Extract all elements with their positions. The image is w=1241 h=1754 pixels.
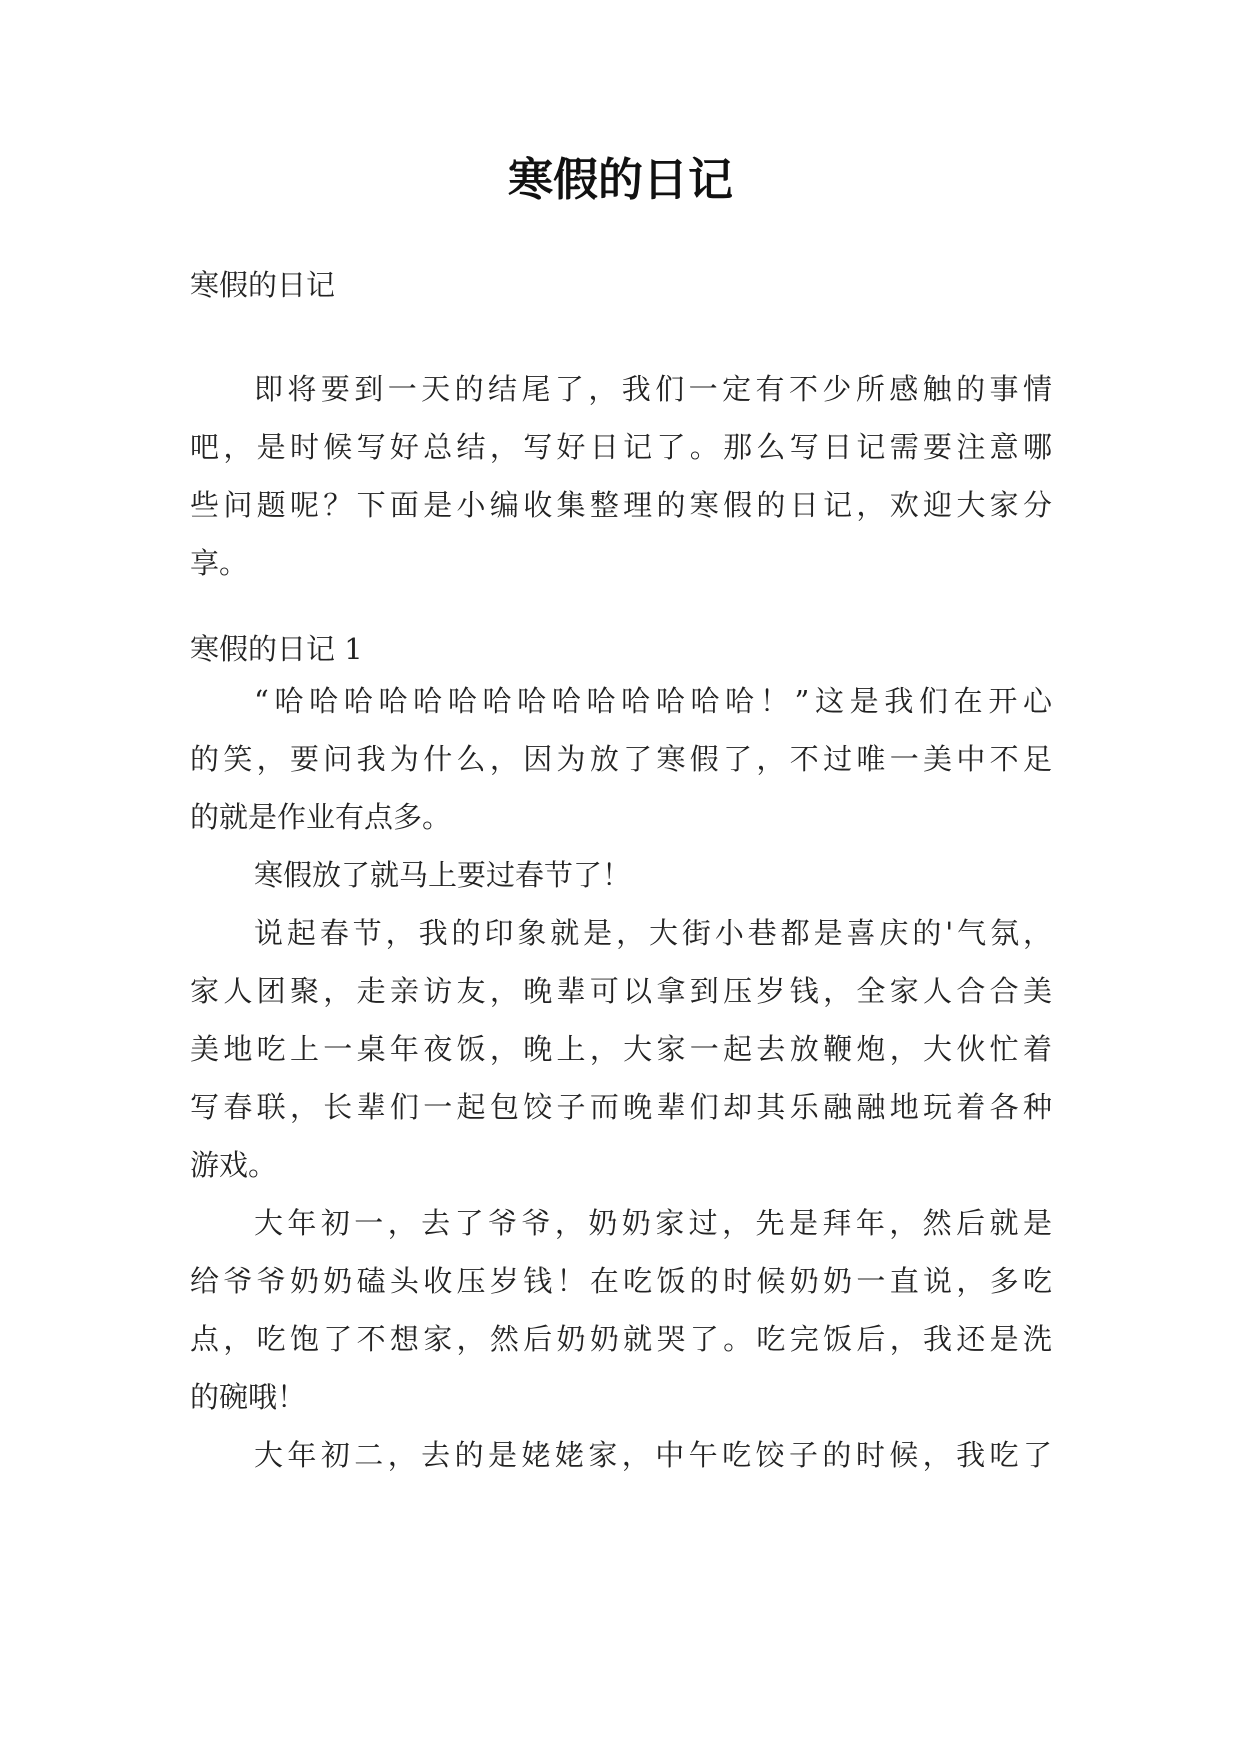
diary-body <box>190 672 1052 1484</box>
document-title: 寒假的日记 <box>507 153 733 206</box>
paragraph-1-line: “哈哈哈哈哈哈哈哈哈哈哈哈哈哈！”这是我们在开心 <box>254 684 1052 718</box>
document-subtitle <box>190 256 1052 314</box>
intro-line: 即将要到一天的结尾了，我们一定有不少所感触的事情 <box>254 372 1052 406</box>
paragraph-4-line: 的碗哦！ <box>190 1380 307 1414</box>
paragraph-3-line: 美地吃上一桌年夜饭，晚上，大家一起去放鞭炮，大伙忙着 <box>190 1032 1052 1066</box>
paragraph-3-line: 游戏。 <box>190 1148 278 1182</box>
subtitle-line: 寒假的日记 <box>190 268 336 302</box>
paragraph-1-line: 的笑，要问我为什么，因为放了寒假了，不过唯一美中不足 <box>190 742 1052 776</box>
paragraph-4-line: 大年初一，去了爷爷，奶奶家过，先是拜年，然后就是 <box>254 1206 1052 1240</box>
section-heading <box>190 620 1052 678</box>
intro-paragraph <box>190 360 1052 592</box>
intro-line: 些问题呢？下面是小编收集整理的寒假的日记，欢迎大家分 <box>190 488 1052 522</box>
intro-line: 享。 <box>190 546 249 580</box>
paragraph-2-line: 寒假放了就马上要过春节了！ <box>254 858 632 892</box>
intro-line: 吧，是时候写好总结，写好日记了。那么写日记需要注意哪 <box>190 430 1052 464</box>
paragraph-4-line: 给爷爷奶奶磕头收压岁钱！在吃饭的时候奶奶一直说，多吃 <box>190 1264 1052 1298</box>
section-heading-text: 寒假的日记 1 <box>190 632 363 666</box>
paragraph-3-line: 写春联，长辈们一起包饺子而晚辈们却其乐融融地玩着各种 <box>190 1090 1052 1124</box>
paragraph-5-line: 大年初二，去的是姥姥家，中午吃饺子的时候，我吃了 <box>254 1438 1052 1472</box>
paragraph-1-line: 的就是作业有点多。 <box>190 800 452 834</box>
paragraph-4-line: 点，吃饱了不想家，然后奶奶就哭了。吃完饭后，我还是洗 <box>190 1322 1052 1356</box>
paragraph-3-line: 家人团聚，走亲访友，晚辈可以拿到压岁钱，全家人合合美 <box>190 974 1052 1008</box>
paragraph-3-line: 说起春节，我的印象就是，大街小巷都是喜庆的'气氛， <box>254 916 1052 950</box>
